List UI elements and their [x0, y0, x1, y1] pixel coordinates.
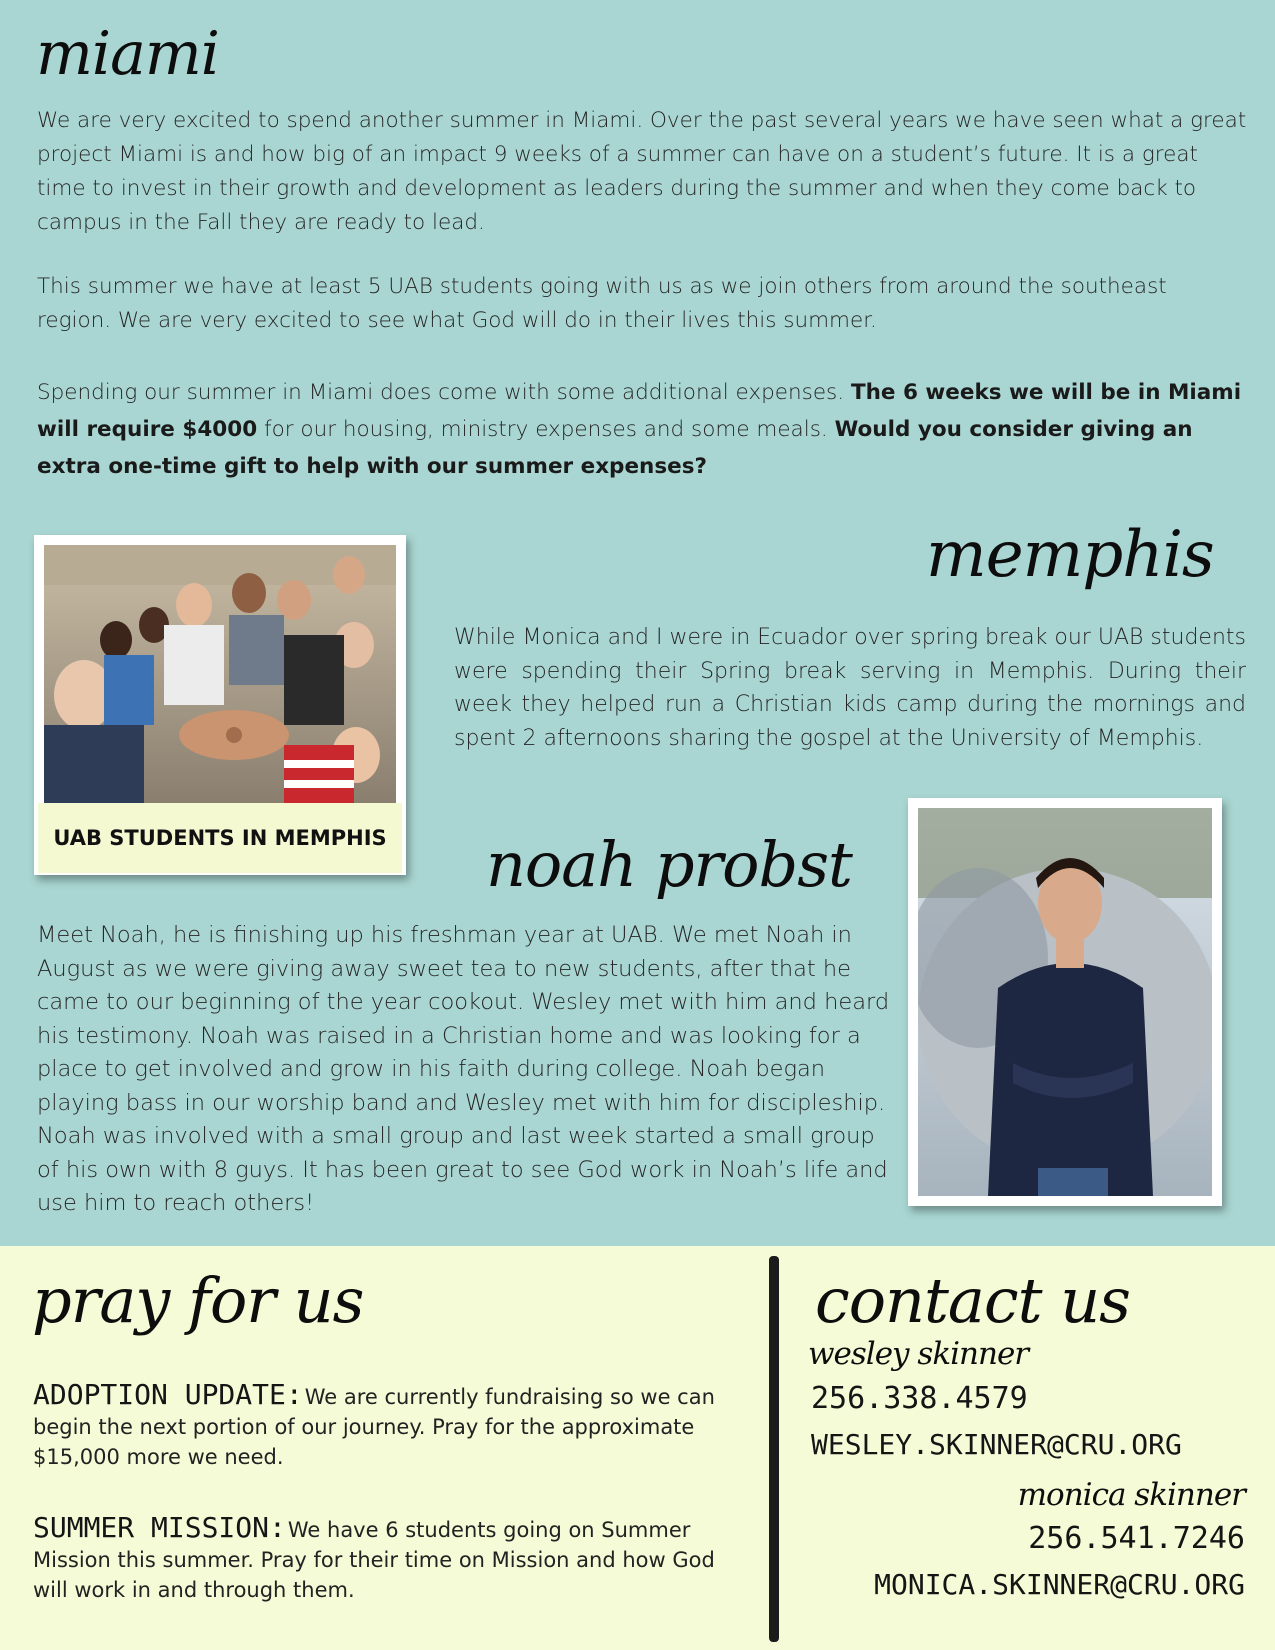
wesley-email[interactable]: WESLEY.SKINNER@CRU.ORG — [811, 1428, 1182, 1461]
wesley-phone[interactable]: 256.338.4579 — [811, 1381, 1028, 1416]
monica-name: monica skinner — [1017, 1477, 1245, 1513]
memphis-group-photo — [44, 545, 396, 803]
adoption-label: ADOPTION UPDATE: — [33, 1378, 303, 1411]
summer-mission-text: We have 6 students going on Summer Mission this summer. Pray for their time on Mission and how God will work in and through them. — [33, 1518, 715, 1602]
noah-paragraph: Meet Noah, he is finishing up his freshman year at UAB. We met Noah in August as we were giving away sweet tea to new students, after that he came to our beginning of the year cookout. Wesley met with him and heard his testimony. Noah was raised in a Christian home and was looking for a place to get involved and grow in his faith during college. Noah began playing bass in our worship band and Wesley met with him for discipleship. Noah was involved with a small group and last week started a small group of his own with 8 guys. It has been great to see God work in Noah’s life and use him to reach others! — [37, 922, 890, 1216]
miami-paragraph-3 — [37, 374, 1247, 485]
memphis-photo-card — [34, 535, 406, 875]
summer-mission-label: SUMMER MISSION: — [33, 1511, 286, 1544]
adoption-text: We are currently fundraising so we can begin the next portion of our journey. Pray for the approximate $15,000 more we need. — [33, 1385, 715, 1469]
memphis-photo-caption: UAB STUDENTS IN MEMPHIS — [38, 803, 402, 873]
miami-expense-text: Spending our summer in Miami does come with some additional expenses. — [37, 380, 851, 405]
noah-heading: noah probst — [486, 828, 852, 901]
contact-heading: contact us — [815, 1264, 1130, 1337]
miami-paragraph-2: This summer we have at least 5 UAB students going with us as we join others from around the southeast region. We are very excited to see what God will do in their lives this summer. — [37, 274, 1167, 333]
noah-portrait-photo — [918, 808, 1212, 1196]
pray-heading: pray for us — [32, 1264, 364, 1337]
memphis-paragraph: While Monica and I were in Ecuador over spring break our UAB students were spending their Spring break serving in Memphis. During their week they helped run a Christian kids camp during the mornings and spent 2 afternoons sharing the gospel at the University of Memphis. — [454, 625, 1246, 751]
summer-mission-update — [33, 1513, 753, 1605]
noah-photo-card — [908, 798, 1222, 1206]
monica-phone[interactable]: 256.541.7246 — [1028, 1521, 1245, 1556]
miami-paragraph-1: We are very excited to spend another summer in Miami. Over the past several years we have seen what a great project Miami is and how big of an impact 9 weeks of a summer can have on a student’s future. It is a great time to invest in their growth and development as leaders during the summer and when they come back to campus in the Fall they are ready to lead. — [37, 108, 1247, 235]
memphis-heading: memphis — [926, 518, 1214, 592]
miami-gift-request: Would you consider giving an extra one-time gift to help with our summer expenses? — [37, 417, 1193, 479]
miami-heading: miami — [36, 19, 219, 89]
miami-cost-highlight: The 6 weeks we will be in Miami will require $4000 — [37, 380, 1242, 442]
monica-email[interactable]: MONICA.SKINNER@CRU.ORG — [874, 1568, 1245, 1601]
section-divider — [769, 1256, 779, 1642]
miami-expense-detail: for our housing, ministry expenses and some meals. — [257, 417, 835, 442]
adoption-update — [33, 1380, 753, 1472]
wesley-name: wesley skinner — [808, 1336, 1029, 1372]
